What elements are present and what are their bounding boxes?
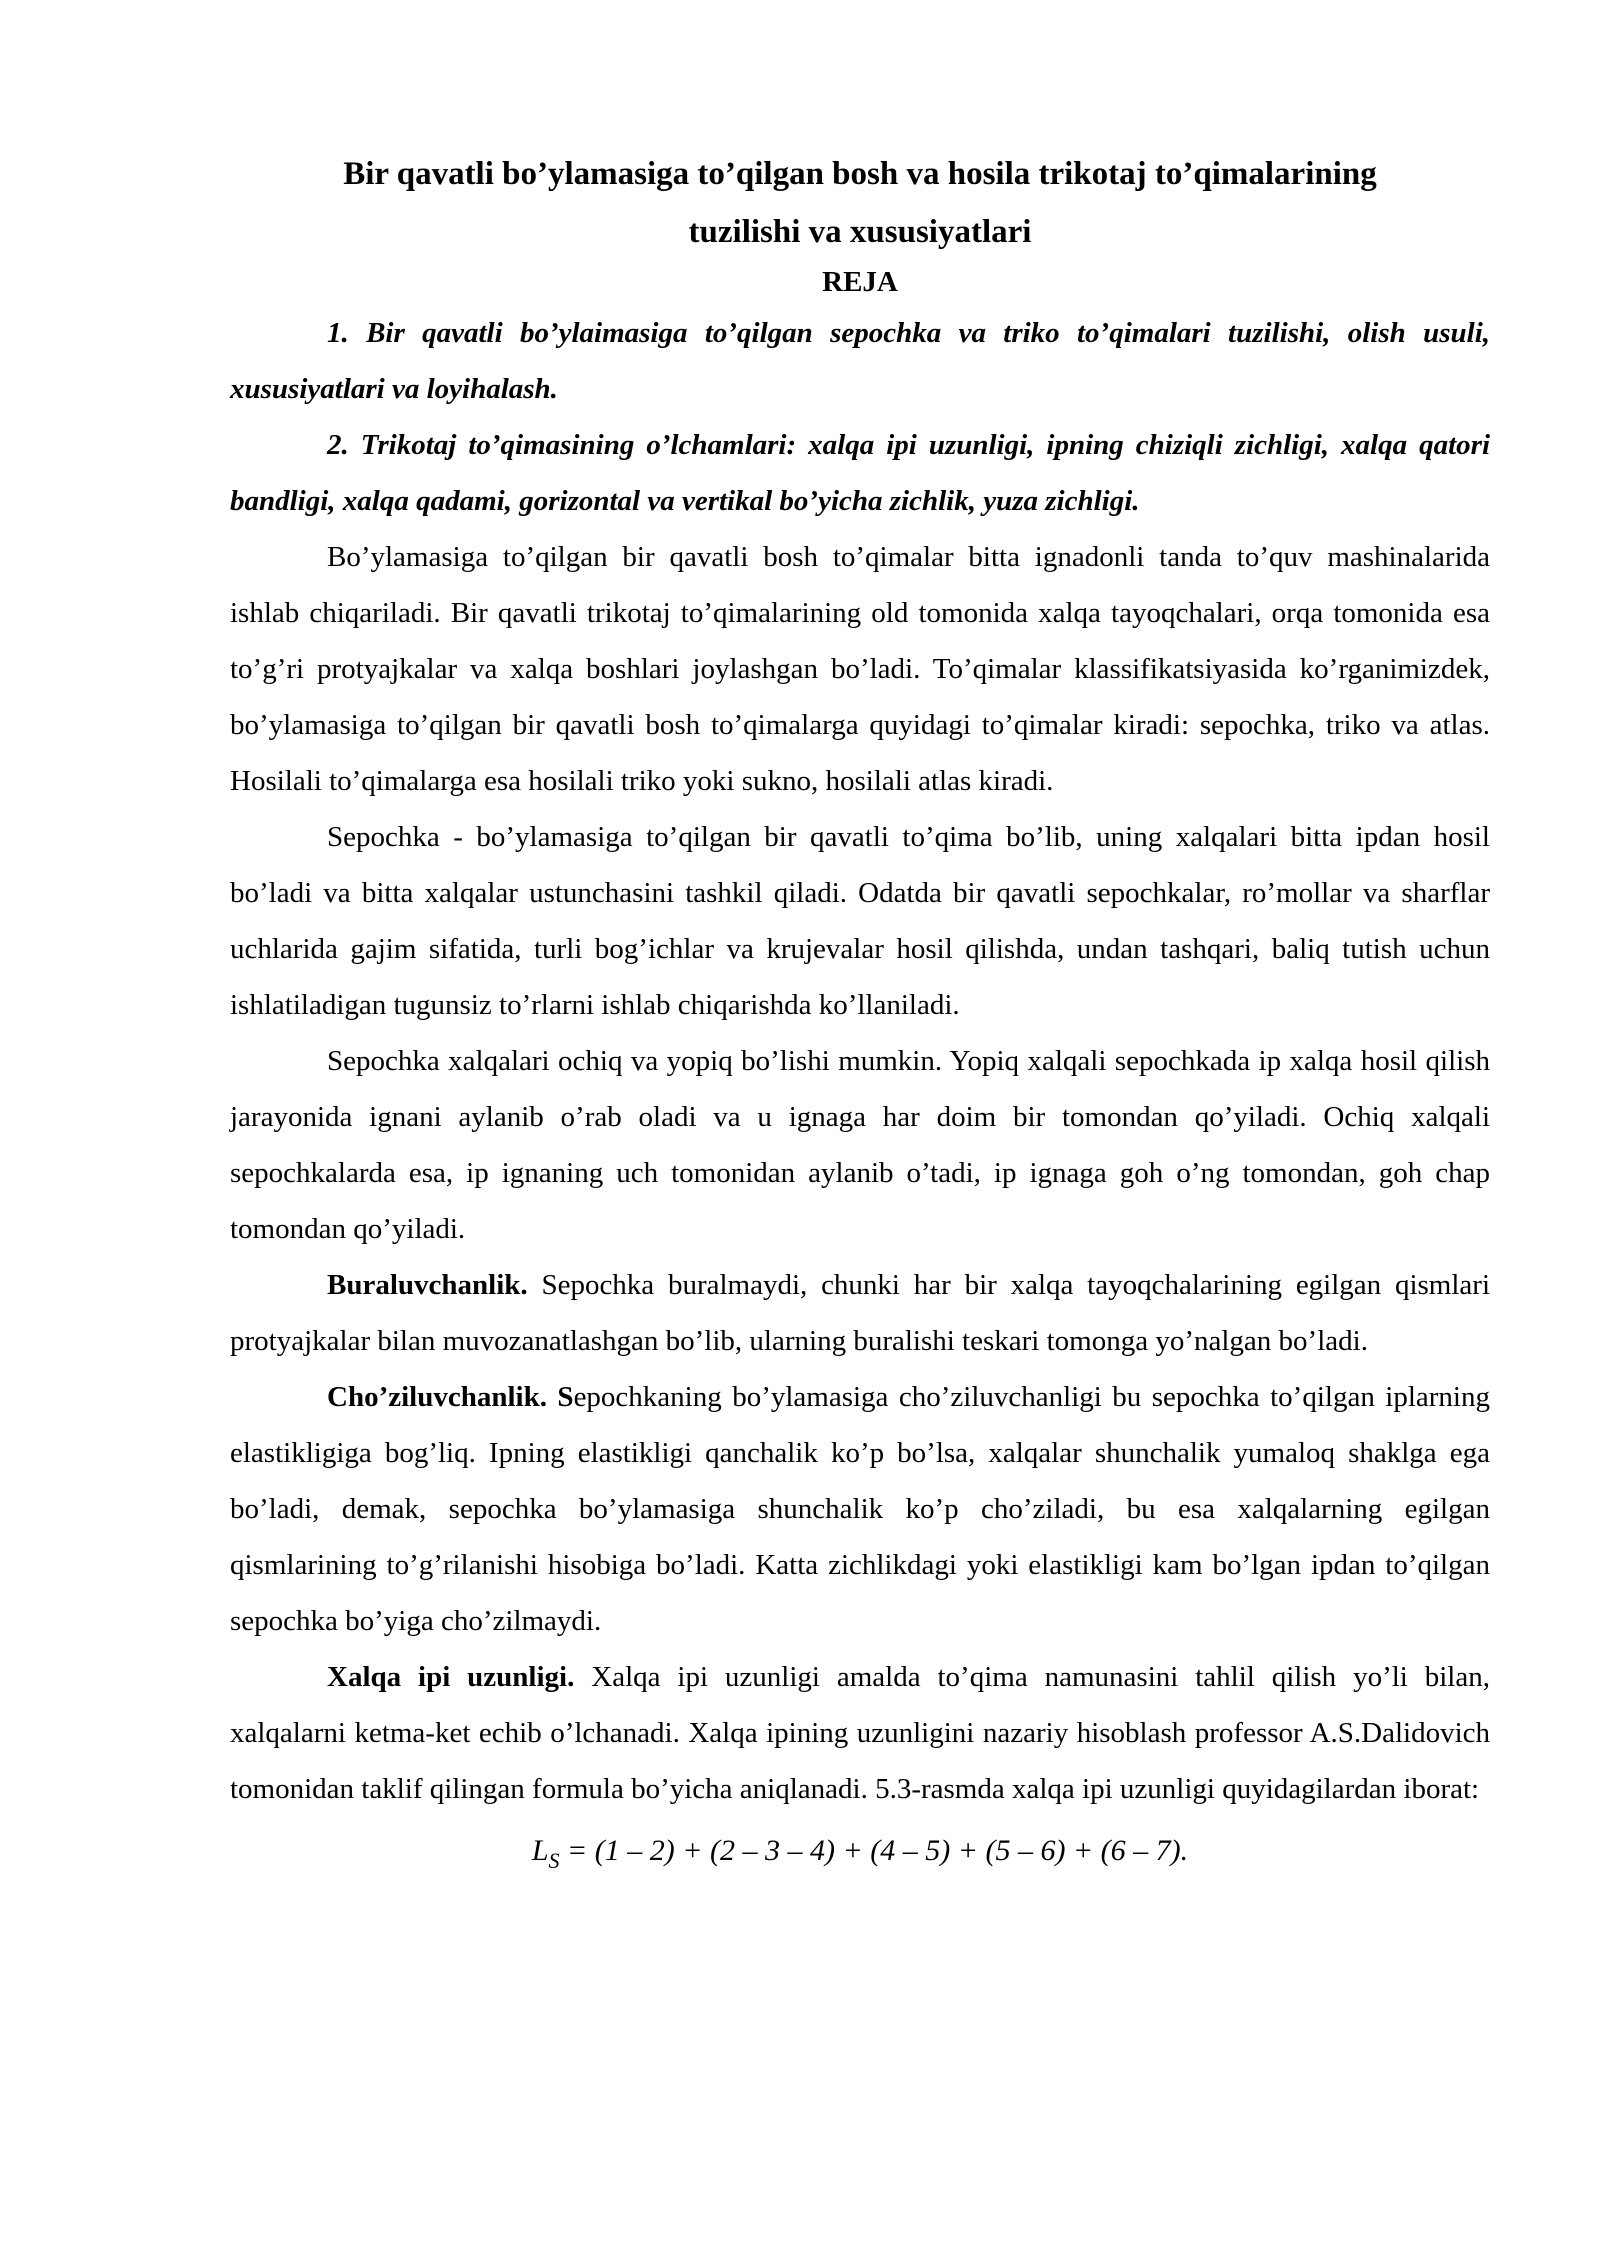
page-content: [230, 145, 1490, 1891]
body-paragraph-3: Sepochka xalqalari ochiq va yopiq bo’lishi mumkin. Yopiq xalqali sepochkada ip xalqa hosil qilish jarayonida ignani aylanib o’rab oladi va u ignaga har doim bir tomondan qo’yiladi. Ochiq xalqali sepochkalarda esa, ip ignaning uch tomonidan aylanib o’tadi, ip ignaga goh o’ng tomondan, goh chap tomondan qo’yiladi.: [230, 1045, 1490, 1245]
xalqa-ipi-text: Xalqa ipi uzunligi amalda to’qima namunasini tahlil qilish yo’li bilan, xalqalarni ketma-ket echib o’lchanadi. Xalqa ipining uzunligini nazariy hisoblash professor A.S.Dalidovich tomonidan taklif qilingan formula bo’yicha aniqlanadi. 5.3-rasmda xalqa ipi uzunligi quyidagilardan iborat:: [230, 1661, 1490, 1805]
buraluvchanlik-paragraph: [230, 1257, 1490, 1369]
choziluvchanlik-term: Cho’ziluvchanlik.: [327, 1381, 547, 1413]
plan-item-2: 2. Trikotaj to’qimasining o’lchamlari: xalqa ipi uzunligi, ipning chiziqli zichligi, xalqa qatori bandligi, xalqa qadami, gorizontal va vertikal bo’yicha zichlik, yuza zichligi.: [230, 429, 1490, 517]
buraluvchanlik-text: Sepochka buralmaydi, chunki har bir xalqa tayoqchalarining egilgan qismlari protyajkalar bilan muvozanatlashgan bo’lib, ularning buralishi teskari tomonga yo’nalgan bo’ladi.: [230, 1269, 1490, 1357]
body-paragraph-2: Sepochka - bo’ylamasiga to’qilgan bir qavatli to’qima bo’lib, uning xalqalari bitta ipdan hosil bo’ladi va bitta xalqalar ustunchasini tashkil qiladi. Odatda bir qavatli sepochkalar, ro’mollar va sharflar uchlarida gajim sifatida, turli bog’ichlar va krujevalar hosil qilishda, undan tashqari, baliq tutish uchun ishlatiladigan tugunsiz to’rlarni ishlab chiqarishda ko’llaniladi.: [230, 821, 1490, 1021]
document-title: [230, 145, 1490, 261]
choziluvchanlik-paragraph: [230, 1369, 1490, 1649]
title-line-1: Bir qavatli bo’ylamasiga to’qilgan bosh va hosila trikotaj to’qimalarining: [343, 156, 1377, 192]
body-paragraph-1: Bo’ylamasiga to’qilgan bir qavatli bosh to’qimalar bitta ignadonli tanda to’quv mashinalarida ishlab chiqariladi. Bir qavatli trikotaj to’qimalarining old tomonida xalqa tayoqchalari, orqa tomonida esa to’g’ri protyajkalar va xalqa boshlari joylashgan bo’ladi. To’qimalar klassifikatsiyasida ko’rganimizdek, bo’ylamasiga to’qilgan bir qavatli bosh to’qimalarga quyidagi to’qimalar kiradi: sepochka, triko va atlas. Hosilali to’qimalarga esa hosilali triko yoki sukno, hosilali atlas kiradi.: [230, 541, 1490, 797]
xalqa-ipi-paragraph: [230, 1649, 1490, 1817]
formula-rhs: = (1 – 2) + (2 – 3 – 4) + (4 – 5) + (5 – 6) + (6 – 7).: [559, 1834, 1189, 1867]
formula-subscript: S: [548, 1848, 560, 1873]
choziluvchanlik-bold-letter: S: [546, 1381, 574, 1413]
plan-heading: REJA: [822, 266, 898, 298]
loop-length-formula: [230, 1821, 1490, 1891]
title-line-2: tuzilishi va xususiyatlari: [688, 214, 1032, 250]
choziluvchanlik-text: epochkaning bo’ylamasiga cho’ziluvchanligi bu sepochka to’qilgan iplarning elastikligiga bog’liq. Ipning elastikligi qanchalik ko’p bo’lsa, xalqalar shunchalik yumaloq shaklga ega bo’ladi, demak, sepochka bo’ylamasiga shunchalik ko’p cho’ziladi, bu esa xalqalarning egilgan qismlarining to’g’rilanishi hisobiga bo’ladi. Katta zichlikdagi yoki elastikligi kam bo’lgan ipdan to’qilgan sepochka bo’yiga cho’zilmaydi.: [230, 1381, 1490, 1637]
plan-item-1: 1. Bir qavatli bo’ylaimasiga to’qilgan sepochka va triko to’qimalari tuzilishi, olish usuli, xususiyatlari va loyihalash.: [230, 317, 1490, 405]
buraluvchanlik-term: Buraluvchanlik.: [327, 1269, 528, 1301]
formula-lhs: L: [531, 1834, 549, 1867]
xalqa-ipi-term: Xalqa ipi uzunligi.: [327, 1661, 575, 1693]
